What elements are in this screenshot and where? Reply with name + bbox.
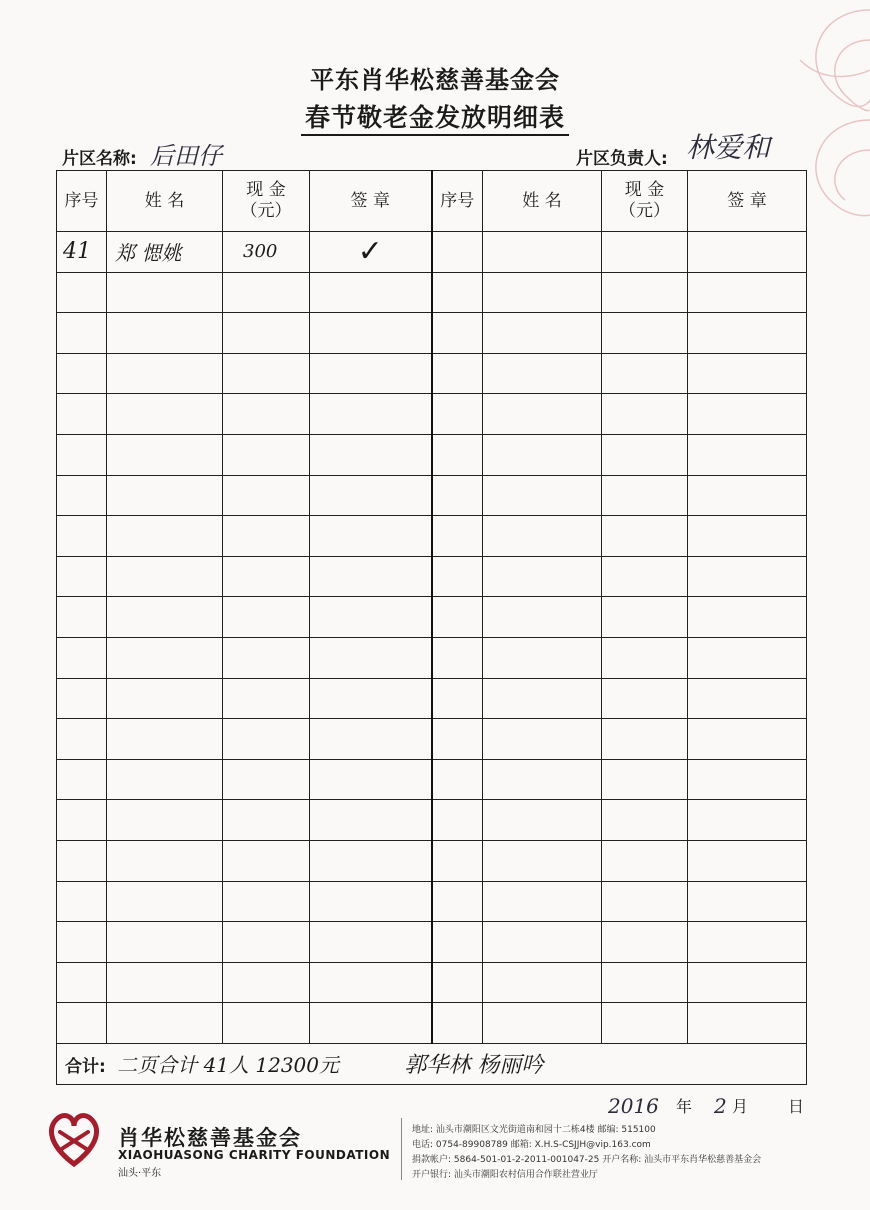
table-cell <box>223 1003 310 1044</box>
table-cell <box>602 719 688 760</box>
table-cell <box>223 272 310 313</box>
table-cell <box>223 637 310 678</box>
table-cell <box>107 394 223 435</box>
table-row <box>57 434 807 475</box>
table-cell <box>310 962 432 1003</box>
table-cell <box>310 800 432 841</box>
table-cell <box>432 800 483 841</box>
table-cell <box>483 678 602 719</box>
table-cell <box>57 556 107 597</box>
table-row <box>57 962 807 1003</box>
table-row <box>57 232 807 273</box>
date-month: 2 <box>714 1094 727 1118</box>
table-cell <box>57 759 107 800</box>
foundation-logo-icon <box>40 1106 108 1170</box>
table-row <box>57 597 807 638</box>
table-row <box>57 353 807 394</box>
table-cell <box>107 922 223 963</box>
org-title: 平东肖华松慈善基金会 <box>310 66 560 94</box>
table-cell <box>602 313 688 354</box>
table-cell <box>223 394 310 435</box>
table-cell <box>57 394 107 435</box>
logo-location: 汕头·平东 <box>118 1168 162 1179</box>
footer-account: 捐款帐户: 5864-501-01-2-2011-001047-25 开户名称: 汕头市平东肖华松慈善基金会 <box>412 1155 762 1165</box>
table-cell <box>602 516 688 557</box>
table-cell <box>688 759 807 800</box>
table-row <box>57 475 807 516</box>
table-cell <box>432 272 483 313</box>
table-cell <box>310 556 432 597</box>
table-cell <box>688 516 807 557</box>
table-cell <box>688 475 807 516</box>
table-cell <box>602 394 688 435</box>
table-cell <box>107 272 223 313</box>
table-cell <box>602 800 688 841</box>
footer-bank: 开户银行: 汕头市潮阳农村信用合作联社营业厅 <box>412 1170 598 1180</box>
table-cell <box>432 353 483 394</box>
table-cell <box>483 881 602 922</box>
table-cell <box>602 597 688 638</box>
table-header-row <box>57 171 807 232</box>
table-cell <box>223 475 310 516</box>
table-cell <box>310 1003 432 1044</box>
logo-english-name: XIAOHUASONG CHARITY FOUNDATION <box>118 1148 391 1162</box>
col-header-name: 姓 名 <box>107 171 223 232</box>
table-cell <box>107 516 223 557</box>
table-cell <box>310 637 432 678</box>
table-cell <box>688 434 807 475</box>
table-cell <box>107 678 223 719</box>
table-cell <box>57 434 107 475</box>
table-cell <box>432 434 483 475</box>
manager-label: 片区负责人: <box>576 149 668 169</box>
col-header-sign: 签 章 <box>310 171 432 232</box>
table-cell <box>602 1003 688 1044</box>
table-cell <box>432 881 483 922</box>
table-cell <box>432 719 483 760</box>
table-cell <box>483 759 602 800</box>
table-cell <box>107 719 223 760</box>
col-header-no: 序号 <box>57 171 107 232</box>
district-label: 片区名称: <box>62 149 137 169</box>
table-cell <box>602 759 688 800</box>
table-cell <box>602 272 688 313</box>
table-cell <box>602 678 688 719</box>
table-cell <box>688 597 807 638</box>
date-month-unit: 月 <box>732 1097 749 1116</box>
table-cell <box>107 1003 223 1044</box>
table-row <box>57 1003 807 1044</box>
table-cell <box>483 800 602 841</box>
footer-phone: 电话: 0754-89908789 邮箱: X.H.S-CSJJH@vip.163.com <box>412 1140 651 1150</box>
table-cell <box>483 556 602 597</box>
table-cell <box>310 516 432 557</box>
signatures: 郭华林 杨丽吟 <box>404 1053 544 1079</box>
table-cell <box>57 313 107 354</box>
table-cell <box>310 353 432 394</box>
table-cell <box>602 840 688 881</box>
table-cell <box>310 922 432 963</box>
col-header-cash-2: 现 金 （元） <box>602 171 688 232</box>
table-cell <box>57 353 107 394</box>
table-cell <box>310 434 432 475</box>
form-title: 春节敬老金发放明细表 <box>0 98 870 134</box>
table-row <box>57 637 807 678</box>
table-cell <box>310 840 432 881</box>
table-cell <box>688 678 807 719</box>
table-cell <box>310 881 432 922</box>
table-cell <box>688 1003 807 1044</box>
row-cash-2 <box>602 232 688 273</box>
table-cell <box>57 678 107 719</box>
table-cell <box>57 272 107 313</box>
table-cell <box>57 637 107 678</box>
table-cell <box>223 759 310 800</box>
total-row <box>57 1043 807 1084</box>
table-cell <box>432 556 483 597</box>
table-cell <box>688 394 807 435</box>
table-cell <box>483 840 602 881</box>
table-cell <box>688 881 807 922</box>
district-value: 后田仔 <box>150 142 222 170</box>
table-cell <box>688 637 807 678</box>
table-cell <box>688 962 807 1003</box>
table-cell <box>483 394 602 435</box>
table-cell <box>483 719 602 760</box>
table-row <box>57 800 807 841</box>
table-cell <box>432 516 483 557</box>
table-cell <box>602 881 688 922</box>
table-cell <box>107 475 223 516</box>
table-cell <box>483 1003 602 1044</box>
table-cell <box>107 800 223 841</box>
total-cell <box>57 1043 807 1084</box>
table-row <box>57 556 807 597</box>
table-cell <box>483 434 602 475</box>
table-cell <box>57 962 107 1003</box>
table-cell <box>432 678 483 719</box>
table-cell <box>57 840 107 881</box>
table-cell <box>107 434 223 475</box>
table-row <box>57 394 807 435</box>
table-row <box>57 881 807 922</box>
table-cell <box>107 881 223 922</box>
col-header-name-2: 姓 名 <box>483 171 602 232</box>
table-cell <box>223 597 310 638</box>
table-cell <box>688 313 807 354</box>
table-cell <box>432 597 483 638</box>
total-label: 合计: <box>65 1057 106 1078</box>
row-name-2 <box>483 232 602 273</box>
table-cell <box>483 962 602 1003</box>
table-cell <box>107 759 223 800</box>
row-name: 郑 愢姚 <box>107 232 223 273</box>
table-cell <box>688 719 807 760</box>
table-cell <box>602 353 688 394</box>
row-cash: 300 <box>223 232 310 273</box>
table-cell <box>432 759 483 800</box>
table-cell <box>432 840 483 881</box>
total-value: 二页合计 41人 12300元 <box>117 1053 340 1078</box>
table-cell <box>483 475 602 516</box>
table-cell <box>602 637 688 678</box>
table-cell <box>602 962 688 1003</box>
table-cell <box>223 516 310 557</box>
table-cell <box>223 434 310 475</box>
table-cell <box>432 962 483 1003</box>
table-cell <box>310 475 432 516</box>
table-cell <box>432 394 483 435</box>
col-header-cash: 现 金 （元） <box>223 171 310 232</box>
table-cell <box>483 272 602 313</box>
row-sign-2 <box>688 232 807 273</box>
table-cell <box>223 556 310 597</box>
table-cell <box>107 353 223 394</box>
table-cell <box>688 840 807 881</box>
table-cell <box>432 475 483 516</box>
date-year: 2016 <box>608 1094 659 1118</box>
table-cell <box>602 475 688 516</box>
table-cell <box>107 840 223 881</box>
table-cell <box>57 516 107 557</box>
table-cell <box>310 759 432 800</box>
table-cell <box>223 353 310 394</box>
table-cell <box>107 637 223 678</box>
table-cell <box>107 313 223 354</box>
table-cell <box>483 516 602 557</box>
table-cell <box>57 1003 107 1044</box>
table-cell <box>602 922 688 963</box>
table-row <box>57 719 807 760</box>
table-cell <box>483 637 602 678</box>
table-cell <box>57 800 107 841</box>
table-cell <box>223 840 310 881</box>
table-cell <box>223 922 310 963</box>
table-cell <box>432 637 483 678</box>
table-cell <box>432 1003 483 1044</box>
footer-divider <box>401 1118 402 1180</box>
col-header-sign-2: 签 章 <box>688 171 807 232</box>
table-row <box>57 272 807 313</box>
table-cell <box>223 678 310 719</box>
table-row <box>57 516 807 557</box>
row-no-2 <box>432 232 483 273</box>
distribution-table <box>56 170 807 1085</box>
table-cell <box>688 353 807 394</box>
table-cell <box>602 434 688 475</box>
table-cell <box>310 394 432 435</box>
table-cell <box>483 353 602 394</box>
table-cell <box>223 313 310 354</box>
table-row <box>57 840 807 881</box>
table-cell <box>483 922 602 963</box>
date-day-unit: 日 <box>788 1097 805 1116</box>
table-cell <box>432 922 483 963</box>
table-row <box>57 678 807 719</box>
manager-value: 林爱和 <box>686 131 771 164</box>
table-row <box>57 922 807 963</box>
date-year-unit: 年 <box>676 1097 693 1116</box>
table-cell <box>483 313 602 354</box>
table-cell <box>688 800 807 841</box>
table-cell <box>57 475 107 516</box>
table-cell <box>688 272 807 313</box>
table-cell <box>310 719 432 760</box>
table-row <box>57 313 807 354</box>
table-row <box>57 759 807 800</box>
table-cell <box>57 881 107 922</box>
table-cell <box>688 922 807 963</box>
table-cell <box>223 962 310 1003</box>
table-cell <box>310 597 432 638</box>
table-cell <box>57 922 107 963</box>
footer-address: 地址: 汕头市潮阳区文光街道南和园十二栋4楼 邮编: 515100 <box>412 1125 656 1135</box>
table-cell <box>57 597 107 638</box>
table-cell <box>107 962 223 1003</box>
table-cell <box>432 313 483 354</box>
col-header-no-2: 序号 <box>432 171 483 232</box>
table-cell <box>107 556 223 597</box>
table-cell <box>223 881 310 922</box>
table-cell <box>688 556 807 597</box>
table-cell <box>483 597 602 638</box>
table-cell <box>57 719 107 760</box>
table-cell <box>223 800 310 841</box>
row-no: 41 <box>57 232 107 273</box>
table-cell <box>310 678 432 719</box>
table-cell <box>310 313 432 354</box>
table-cell <box>602 556 688 597</box>
row-sign: ✓ <box>310 232 432 273</box>
table-cell <box>223 719 310 760</box>
table-cell <box>107 597 223 638</box>
logo-name: 肖华松慈善基金会 <box>118 1126 302 1150</box>
table-cell <box>310 272 432 313</box>
